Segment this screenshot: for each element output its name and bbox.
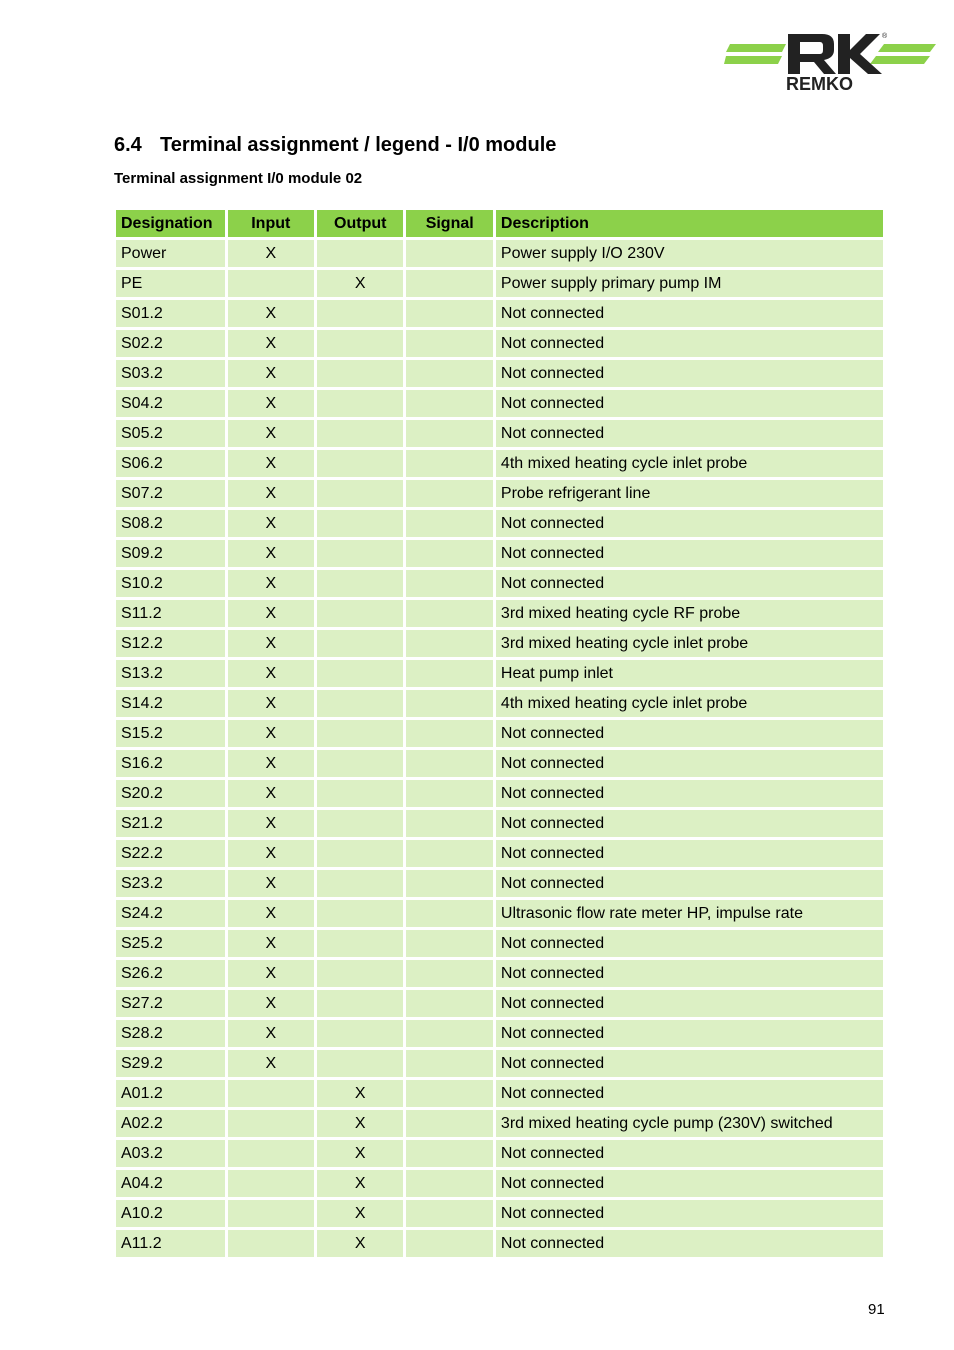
table-row	[116, 870, 883, 897]
input-cell: X	[228, 540, 314, 567]
table-row	[116, 570, 883, 597]
designation-cell: S08.2	[116, 510, 225, 537]
input-cell: X	[228, 1050, 314, 1077]
signal-cell	[406, 1020, 492, 1047]
designation-cell: S26.2	[116, 960, 225, 987]
input-cell: X	[228, 600, 314, 627]
header-signal: Signal	[406, 210, 492, 237]
table-row	[116, 1170, 883, 1197]
logo-rk-mark	[788, 34, 836, 74]
designation-cell: S05.2	[116, 420, 225, 447]
designation-cell: S12.2	[116, 630, 225, 657]
output-cell: X	[317, 1170, 403, 1197]
input-cell: X	[228, 240, 314, 267]
input-cell	[228, 1080, 314, 1107]
signal-cell	[406, 930, 492, 957]
section-heading	[114, 134, 556, 157]
table-row	[116, 960, 883, 987]
input-cell: X	[228, 390, 314, 417]
input-cell: X	[228, 900, 314, 927]
signal-cell	[406, 750, 492, 777]
output-cell	[317, 240, 403, 267]
input-cell: X	[228, 840, 314, 867]
logo-right-stripe	[878, 44, 936, 52]
description-cell: Not connected	[496, 1230, 883, 1257]
signal-cell	[406, 480, 492, 507]
description-cell: Not connected	[496, 540, 883, 567]
description-cell: 4th mixed heating cycle inlet probe	[496, 690, 883, 717]
input-cell: X	[228, 810, 314, 837]
designation-cell: S04.2	[116, 390, 225, 417]
output-cell	[317, 900, 403, 927]
signal-cell	[406, 360, 492, 387]
table-row	[116, 1230, 883, 1257]
designation-cell: S25.2	[116, 930, 225, 957]
output-cell	[317, 810, 403, 837]
table-row	[116, 750, 883, 777]
designation-cell: S29.2	[116, 1050, 225, 1077]
input-cell: X	[228, 960, 314, 987]
description-cell: Not connected	[496, 300, 883, 327]
output-cell	[317, 690, 403, 717]
description-cell: Not connected	[496, 960, 883, 987]
table-row	[116, 480, 883, 507]
signal-cell	[406, 270, 492, 297]
table-row	[116, 630, 883, 657]
input-cell	[228, 1200, 314, 1227]
description-cell: Not connected	[496, 420, 883, 447]
table-row	[116, 330, 883, 357]
signal-cell	[406, 510, 492, 537]
output-cell	[317, 510, 403, 537]
terminal-assignment-table	[113, 207, 886, 1260]
description-cell: Not connected	[496, 840, 883, 867]
header-description: Description	[496, 210, 883, 237]
logo-right-stripe-lower	[870, 56, 930, 64]
description-cell: Power supply primary pump IM	[496, 270, 883, 297]
description-cell: Not connected	[496, 750, 883, 777]
input-cell: X	[228, 330, 314, 357]
table-row	[116, 840, 883, 867]
input-cell	[228, 1230, 314, 1257]
designation-cell: A02.2	[116, 1110, 225, 1137]
input-cell: X	[228, 690, 314, 717]
signal-cell	[406, 540, 492, 567]
logo-registered-mark: ®	[882, 33, 888, 40]
signal-cell	[406, 420, 492, 447]
description-cell: Power supply I/O 230V	[496, 240, 883, 267]
description-cell: Not connected	[496, 570, 883, 597]
designation-cell: S16.2	[116, 750, 225, 777]
designation-cell: S24.2	[116, 900, 225, 927]
logo-wordmark: REMKO	[786, 74, 853, 94]
description-cell: Not connected	[496, 1020, 883, 1047]
table-row	[116, 390, 883, 417]
description-cell: Not connected	[496, 810, 883, 837]
output-cell	[317, 330, 403, 357]
output-cell	[317, 540, 403, 567]
signal-cell	[406, 450, 492, 477]
signal-cell	[406, 330, 492, 357]
output-cell	[317, 390, 403, 417]
input-cell: X	[228, 780, 314, 807]
output-cell	[317, 720, 403, 747]
signal-cell	[406, 240, 492, 267]
table-body	[116, 240, 883, 1257]
signal-cell	[406, 810, 492, 837]
designation-cell: A11.2	[116, 1230, 225, 1257]
input-cell: X	[228, 750, 314, 777]
output-cell	[317, 300, 403, 327]
header-input: Input	[228, 210, 314, 237]
description-cell: Not connected	[496, 930, 883, 957]
output-cell	[317, 480, 403, 507]
signal-cell	[406, 1230, 492, 1257]
table-row	[116, 510, 883, 537]
signal-cell	[406, 870, 492, 897]
description-cell: Not connected	[496, 1050, 883, 1077]
description-cell: Not connected	[496, 510, 883, 537]
input-cell: X	[228, 420, 314, 447]
designation-cell: S28.2	[116, 1020, 225, 1047]
description-cell: 3rd mixed heating cycle RF probe	[496, 600, 883, 627]
designation-cell: S03.2	[116, 360, 225, 387]
description-cell: 4th mixed heating cycle inlet probe	[496, 450, 883, 477]
designation-cell: PE	[116, 270, 225, 297]
table-row	[116, 1200, 883, 1227]
description-cell: 3rd mixed heating cycle pump (230V) switched	[496, 1110, 883, 1137]
signal-cell	[406, 1050, 492, 1077]
output-cell	[317, 600, 403, 627]
table-row	[116, 1080, 883, 1107]
signal-cell	[406, 960, 492, 987]
designation-cell: S20.2	[116, 780, 225, 807]
table-row	[116, 1110, 883, 1137]
designation-cell: S10.2	[116, 570, 225, 597]
table-row	[116, 720, 883, 747]
output-cell	[317, 450, 403, 477]
table-row	[116, 300, 883, 327]
signal-cell	[406, 1080, 492, 1107]
designation-cell: Power	[116, 240, 225, 267]
signal-cell	[406, 660, 492, 687]
output-cell: X	[317, 1110, 403, 1137]
output-cell	[317, 990, 403, 1017]
designation-cell: S15.2	[116, 720, 225, 747]
table-row	[116, 780, 883, 807]
description-cell: Not connected	[496, 360, 883, 387]
description-cell: Not connected	[496, 870, 883, 897]
table-row	[116, 270, 883, 297]
logo-left-stripe-lower	[724, 56, 782, 64]
signal-cell	[406, 900, 492, 927]
output-cell	[317, 420, 403, 447]
output-cell	[317, 1020, 403, 1047]
designation-cell: S11.2	[116, 600, 225, 627]
description-cell: Not connected	[496, 780, 883, 807]
table-row	[116, 240, 883, 267]
input-cell: X	[228, 300, 314, 327]
signal-cell	[406, 300, 492, 327]
output-cell	[317, 1050, 403, 1077]
output-cell	[317, 630, 403, 657]
designation-cell: S21.2	[116, 810, 225, 837]
input-cell: X	[228, 1020, 314, 1047]
designation-cell: S09.2	[116, 540, 225, 567]
input-cell: X	[228, 630, 314, 657]
signal-cell	[406, 390, 492, 417]
description-cell: Probe refrigerant line	[496, 480, 883, 507]
output-cell: X	[317, 1230, 403, 1257]
designation-cell: S14.2	[116, 690, 225, 717]
output-cell	[317, 960, 403, 987]
table-row	[116, 420, 883, 447]
output-cell	[317, 780, 403, 807]
output-cell: X	[317, 270, 403, 297]
table-row	[116, 1050, 883, 1077]
table-row	[116, 1140, 883, 1167]
output-cell	[317, 660, 403, 687]
input-cell	[228, 1110, 314, 1137]
designation-cell: S01.2	[116, 300, 225, 327]
table-row	[116, 900, 883, 927]
signal-cell	[406, 840, 492, 867]
description-cell: Not connected	[496, 720, 883, 747]
table-row	[116, 690, 883, 717]
table-header-row	[116, 210, 883, 237]
signal-cell	[406, 570, 492, 597]
input-cell: X	[228, 570, 314, 597]
signal-cell	[406, 990, 492, 1017]
designation-cell: A10.2	[116, 1200, 225, 1227]
output-cell	[317, 360, 403, 387]
section-number: 6.4	[114, 134, 142, 156]
description-cell: 3rd mixed heating cycle inlet probe	[496, 630, 883, 657]
input-cell	[228, 1140, 314, 1167]
output-cell: X	[317, 1080, 403, 1107]
description-cell: Not connected	[496, 1200, 883, 1227]
designation-cell: S02.2	[116, 330, 225, 357]
input-cell	[228, 1170, 314, 1197]
signal-cell	[406, 690, 492, 717]
designation-cell: A03.2	[116, 1140, 225, 1167]
header-output: Output	[317, 210, 403, 237]
table-row	[116, 930, 883, 957]
table-caption: Terminal assignment I/0 module 02	[114, 170, 363, 187]
section-title: Terminal assignment / legend - I/0 module	[160, 134, 557, 156]
signal-cell	[406, 600, 492, 627]
table-row	[116, 360, 883, 387]
designation-cell: S27.2	[116, 990, 225, 1017]
table-row	[116, 660, 883, 687]
designation-cell: S06.2	[116, 450, 225, 477]
input-cell: X	[228, 720, 314, 747]
remko-logo	[724, 30, 938, 94]
designation-cell: A01.2	[116, 1080, 225, 1107]
designation-cell: S23.2	[116, 870, 225, 897]
input-cell: X	[228, 360, 314, 387]
signal-cell	[406, 1140, 492, 1167]
table-row	[116, 540, 883, 567]
output-cell	[317, 750, 403, 777]
input-cell: X	[228, 990, 314, 1017]
description-cell: Not connected	[496, 990, 883, 1017]
input-cell: X	[228, 870, 314, 897]
description-cell: Not connected	[496, 1140, 883, 1167]
description-cell: Not connected	[496, 1170, 883, 1197]
logo-left-stripe	[726, 44, 786, 52]
signal-cell	[406, 720, 492, 747]
input-cell: X	[228, 480, 314, 507]
table-row	[116, 600, 883, 627]
logo-k-mark	[838, 34, 882, 74]
description-cell: Not connected	[496, 1080, 883, 1107]
description-cell: Heat pump inlet	[496, 660, 883, 687]
description-cell: Ultrasonic flow rate meter HP, impulse rate	[496, 900, 883, 927]
description-cell: Not connected	[496, 330, 883, 357]
designation-cell: S13.2	[116, 660, 225, 687]
output-cell	[317, 840, 403, 867]
output-cell: X	[317, 1200, 403, 1227]
signal-cell	[406, 1170, 492, 1197]
table-row	[116, 450, 883, 477]
table-row	[116, 1020, 883, 1047]
input-cell	[228, 270, 314, 297]
designation-cell: A04.2	[116, 1170, 225, 1197]
table-row	[116, 810, 883, 837]
input-cell: X	[228, 450, 314, 477]
output-cell	[317, 870, 403, 897]
signal-cell	[406, 780, 492, 807]
table-row	[116, 990, 883, 1017]
signal-cell	[406, 630, 492, 657]
output-cell	[317, 570, 403, 597]
input-cell: X	[228, 660, 314, 687]
input-cell: X	[228, 930, 314, 957]
signal-cell	[406, 1110, 492, 1137]
description-cell: Not connected	[496, 390, 883, 417]
output-cell: X	[317, 1140, 403, 1167]
header-designation: Designation	[116, 210, 225, 237]
designation-cell: S22.2	[116, 840, 225, 867]
output-cell	[317, 930, 403, 957]
signal-cell	[406, 1200, 492, 1227]
designation-cell: S07.2	[116, 480, 225, 507]
page-number: 91	[868, 1301, 885, 1318]
input-cell: X	[228, 510, 314, 537]
